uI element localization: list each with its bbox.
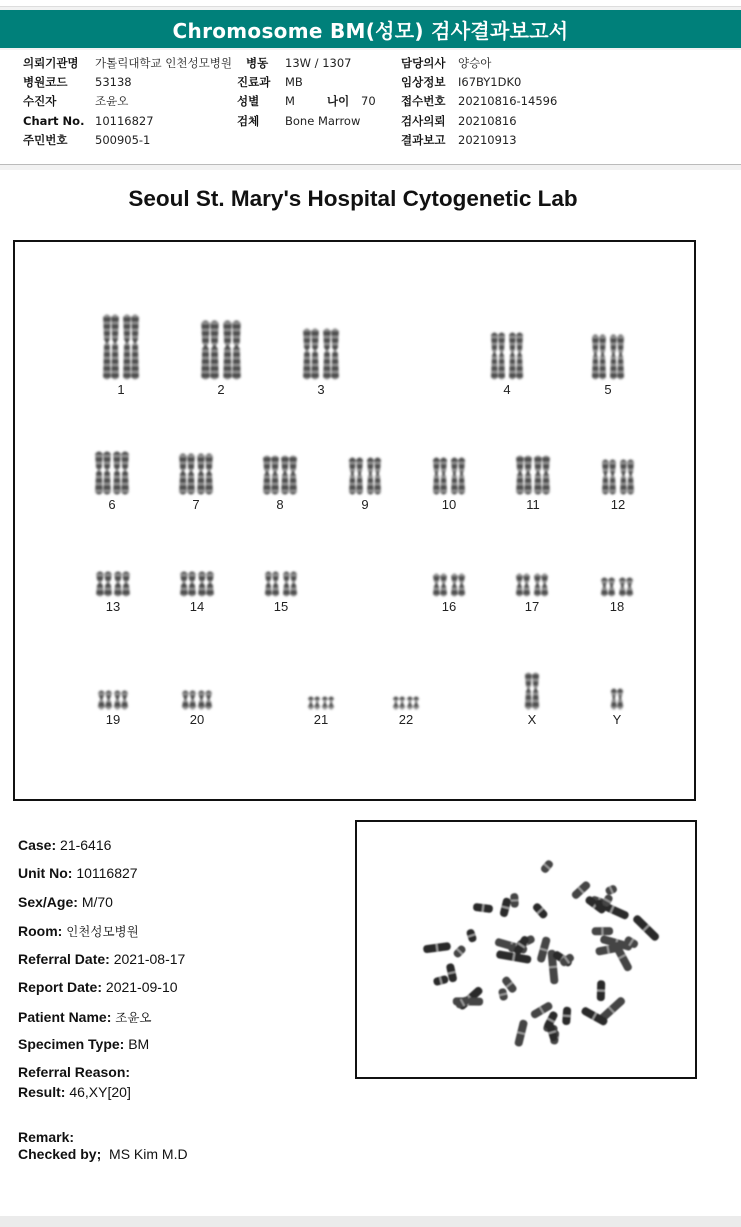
chromatid (451, 458, 458, 495)
chromosome-6 (95, 452, 129, 495)
top-edge (0, 0, 741, 7)
chromatid (433, 574, 440, 597)
result-report-label: 결과보고 (401, 133, 446, 147)
chromatid (223, 321, 232, 380)
chromatid (121, 452, 129, 495)
chromatid (322, 697, 328, 710)
referral-reason-line (18, 1064, 130, 1080)
clinical-value: I67BY1DK0 (458, 75, 522, 89)
chromatid (601, 578, 608, 597)
chromatid (182, 691, 189, 710)
chromatid (542, 456, 550, 495)
referral-reason-label: Referral Reason: (18, 1064, 131, 1080)
chromatid (534, 574, 541, 597)
chromatid (617, 335, 624, 380)
sex-label: 성별 (237, 94, 260, 108)
chromosome-11 (516, 456, 550, 495)
chromatid (283, 572, 290, 597)
institution-label: 의뢰기관명 (23, 56, 79, 70)
report-date-line (18, 979, 178, 995)
chromatid (189, 691, 196, 710)
result-line (18, 1084, 131, 1100)
chromatid (627, 460, 634, 495)
result-value: 46,XY[20] (69, 1084, 131, 1100)
chromatid (103, 452, 111, 495)
chromatid (114, 572, 122, 597)
chromosome-20 (182, 691, 212, 710)
referral-date-label: Referral Date: (18, 951, 110, 967)
patient-label: 수진자 (23, 94, 57, 108)
chromatid (458, 574, 465, 597)
chromosome-22 (393, 697, 419, 710)
chromatid (349, 458, 356, 495)
chromatid (197, 454, 205, 495)
chromosome-21 (308, 697, 334, 710)
metaphase-band (597, 989, 605, 991)
chromosome-label-1: 1 (117, 382, 125, 397)
chromatid (393, 697, 399, 710)
chromatid (407, 697, 413, 710)
report-date-value: 2021-09-10 (105, 979, 178, 995)
chromatid (356, 458, 363, 495)
chromosome-1 (103, 315, 139, 380)
chromatid (131, 315, 139, 380)
checked-label: Checked by; (18, 1146, 102, 1162)
chromosome-8 (263, 456, 297, 495)
chromatid (121, 691, 128, 710)
specimen-type-label: Specimen Type: (18, 1036, 125, 1052)
chromatid (458, 458, 465, 495)
chromatid (263, 456, 271, 495)
sexage-value: M/70 (81, 894, 113, 910)
chromatid (619, 578, 626, 597)
chromatid (232, 321, 241, 380)
ward-label: 병동 (246, 56, 269, 70)
chromatid (271, 456, 279, 495)
chromosome-label-12: 12 (610, 497, 626, 512)
chromatid (516, 574, 523, 597)
chromosome-3 (303, 329, 339, 380)
chromosome-label-20: 20 (189, 712, 205, 727)
case-line (18, 837, 111, 853)
chromatid (113, 452, 121, 495)
chromatid (265, 572, 272, 597)
chromatid (323, 329, 331, 380)
unit-label: Unit No: (18, 865, 73, 881)
chromatid (534, 456, 542, 495)
chromatid (179, 454, 187, 495)
chromatid (440, 458, 447, 495)
chromatid (272, 572, 279, 597)
chromosome-label-3: 3 (317, 382, 325, 397)
chromosome-16 (433, 574, 465, 597)
chromatid (105, 691, 112, 710)
chromosome-y (611, 689, 623, 710)
chromosome-label-2: 2 (217, 382, 225, 397)
chromosome-label-5: 5 (604, 382, 612, 397)
sexage-line (18, 894, 113, 910)
bottom-edge (0, 1216, 741, 1227)
chromosome-label-14: 14 (189, 599, 205, 614)
specimen-type-value: BM (128, 1036, 150, 1052)
chromatid (314, 697, 320, 710)
dept-value: MB (285, 75, 303, 89)
chromatid (610, 335, 617, 380)
cytogenetic-report (0, 170, 741, 1216)
chromatid (188, 572, 196, 597)
chromosome-14 (180, 572, 214, 597)
chromatid (198, 572, 206, 597)
chromosome-label-x: X (527, 712, 537, 727)
chromosome-label-15: 15 (273, 599, 289, 614)
institution-value: 가톨릭대학교 인천성모병원 (95, 56, 232, 70)
referral-date-value: 2021-08-17 (113, 951, 186, 967)
chromatid (399, 697, 405, 710)
id-label: 주민번호 (23, 133, 68, 147)
chromosome-4 (491, 333, 523, 380)
chromatid (541, 574, 548, 597)
chromatid (491, 333, 498, 380)
chromosome-18 (601, 578, 633, 597)
result-report-value: 20210913 (458, 133, 517, 147)
chromatid (187, 454, 195, 495)
sexage-label: Sex/Age: (18, 894, 78, 910)
metaphase-band (510, 899, 518, 901)
chromatid (281, 456, 289, 495)
sex-value: M (285, 94, 295, 108)
chromatid (210, 321, 219, 380)
chromosome-17 (516, 574, 548, 597)
chromosome-label-21: 21 (313, 712, 329, 727)
patient-name-label: Patient Name: (18, 1009, 112, 1025)
chromatid (626, 578, 633, 597)
chromatid (524, 456, 532, 495)
patient-value: 조윤오 (95, 94, 129, 108)
chromosome-10 (433, 458, 465, 495)
hospital-code-label: 병원코드 (23, 75, 68, 89)
chromatid (123, 315, 131, 380)
referral-date-line (18, 951, 185, 967)
metaphase-spread (355, 820, 697, 1079)
chromatid (374, 458, 381, 495)
chart-label: Chart No. (23, 114, 85, 128)
chromatid (98, 691, 105, 710)
chromatid (516, 333, 523, 380)
room-value: 인천성모병원 (66, 925, 139, 939)
chromosome-x (525, 673, 539, 710)
chromatid (599, 335, 606, 380)
chromatid (525, 673, 532, 710)
chromatid (413, 697, 419, 710)
patient-name-value: 조윤오 (115, 1011, 152, 1025)
chromosome-label-19: 19 (105, 712, 121, 727)
checked-line (18, 1146, 188, 1162)
chromatid (303, 329, 311, 380)
report-header-title: Chromosome BM(성모) 검사결과보고서 (0, 10, 741, 48)
chromatid (114, 691, 121, 710)
chromosome-15 (265, 572, 297, 597)
chromosome-label-y: Y (612, 712, 622, 727)
chromatid (289, 456, 297, 495)
chromatid (451, 574, 458, 597)
chromatid (602, 460, 609, 495)
doctor-value: 양승아 (458, 56, 492, 70)
chromosome-label-8: 8 (276, 497, 284, 512)
chromosome-label-9: 9 (361, 497, 369, 512)
chromatid (331, 329, 339, 380)
lab-title: Seoul St. Mary's Hospital Cytogenetic Lab (128, 186, 578, 211)
chromosome-19 (98, 691, 128, 710)
room-label: Room: (18, 923, 63, 939)
chromatid (617, 689, 623, 710)
chromatid (433, 458, 440, 495)
chromatid (592, 335, 599, 380)
chromosome-5 (592, 335, 624, 380)
checked-value: MS Kim M.D (109, 1146, 188, 1162)
chromosome-label-11: 11 (526, 497, 540, 512)
chromatid (328, 697, 334, 710)
room-line (18, 922, 139, 940)
remark-line (18, 1129, 74, 1145)
chromatid (103, 315, 111, 380)
chromatid (95, 452, 103, 495)
chromosome-label-7: 7 (192, 497, 200, 512)
case-value: 21-6416 (60, 837, 112, 853)
request-value: 20210816 (458, 114, 517, 128)
metaphase-band (601, 927, 603, 935)
chromatid (290, 572, 297, 597)
request-label: 검사의뢰 (401, 114, 446, 128)
chromatid (608, 578, 615, 597)
chart-value: 10116827 (95, 114, 154, 128)
chromosome-2 (201, 321, 241, 380)
chromatid (122, 572, 130, 597)
specimen-type-line (18, 1036, 149, 1052)
remark-label: Remark: (18, 1129, 75, 1145)
dept-label: 진료과 (237, 75, 271, 89)
chromosome-label-16: 16 (441, 599, 457, 614)
unit-value: 10116827 (76, 865, 138, 881)
metaphase-image (357, 822, 695, 1077)
unit-line (18, 865, 138, 881)
chromatid (206, 572, 214, 597)
result-label: Result: (18, 1084, 66, 1100)
chromosome-label-22: 22 (398, 712, 414, 727)
clinical-label: 임상정보 (401, 75, 446, 89)
chromatid (620, 460, 627, 495)
report-date-label: Report Date: (18, 979, 103, 995)
id-value: 500905-1 (95, 133, 151, 147)
chromatid (311, 329, 319, 380)
specimen-label: 검체 (237, 114, 260, 128)
chromosome-label-13: 13 (105, 599, 121, 614)
karyogram-image (15, 242, 694, 799)
karyogram (13, 240, 696, 801)
chromatid (440, 574, 447, 597)
chromosome-label-10: 10 (441, 497, 457, 512)
chromatid (201, 321, 210, 380)
chromatid (308, 697, 314, 710)
age-label: 나이 (327, 94, 350, 108)
chromosome-label-4: 4 (503, 382, 511, 397)
hospital-code-value: 53138 (95, 75, 132, 89)
specimen-value: Bone Marrow (285, 114, 361, 128)
chromatid (205, 691, 212, 710)
chromosome-9 (349, 458, 381, 495)
chromosome-13 (96, 572, 130, 597)
chromatid (205, 454, 213, 495)
chromosome-12 (602, 460, 634, 495)
receipt-label: 접수번호 (401, 94, 446, 108)
chromatid (509, 333, 516, 380)
chromatid (198, 691, 205, 710)
chromatid (523, 574, 530, 597)
chromatid (609, 460, 616, 495)
chromatid (611, 689, 617, 710)
chromosome-7 (179, 454, 213, 495)
chromatid (367, 458, 374, 495)
case-label: Case: (18, 837, 57, 853)
chromatid (532, 673, 539, 710)
receipt-value: 20210816-14596 (458, 94, 558, 108)
doctor-label: 담당의사 (401, 56, 446, 70)
chromosome-label-17: 17 (524, 599, 540, 614)
ward-value: 13W / 1307 (285, 56, 352, 70)
chromatid (104, 572, 112, 597)
age-value: 70 (361, 94, 376, 108)
chromatid (498, 333, 505, 380)
chromosome-label-6: 6 (108, 497, 116, 512)
chromosome-label-18: 18 (609, 599, 625, 614)
chromatid (111, 315, 119, 380)
chromatid (180, 572, 188, 597)
chromatid (516, 456, 524, 495)
patient-info-panel (0, 50, 741, 165)
patient-name-line (18, 1008, 151, 1026)
chromatid (96, 572, 104, 597)
